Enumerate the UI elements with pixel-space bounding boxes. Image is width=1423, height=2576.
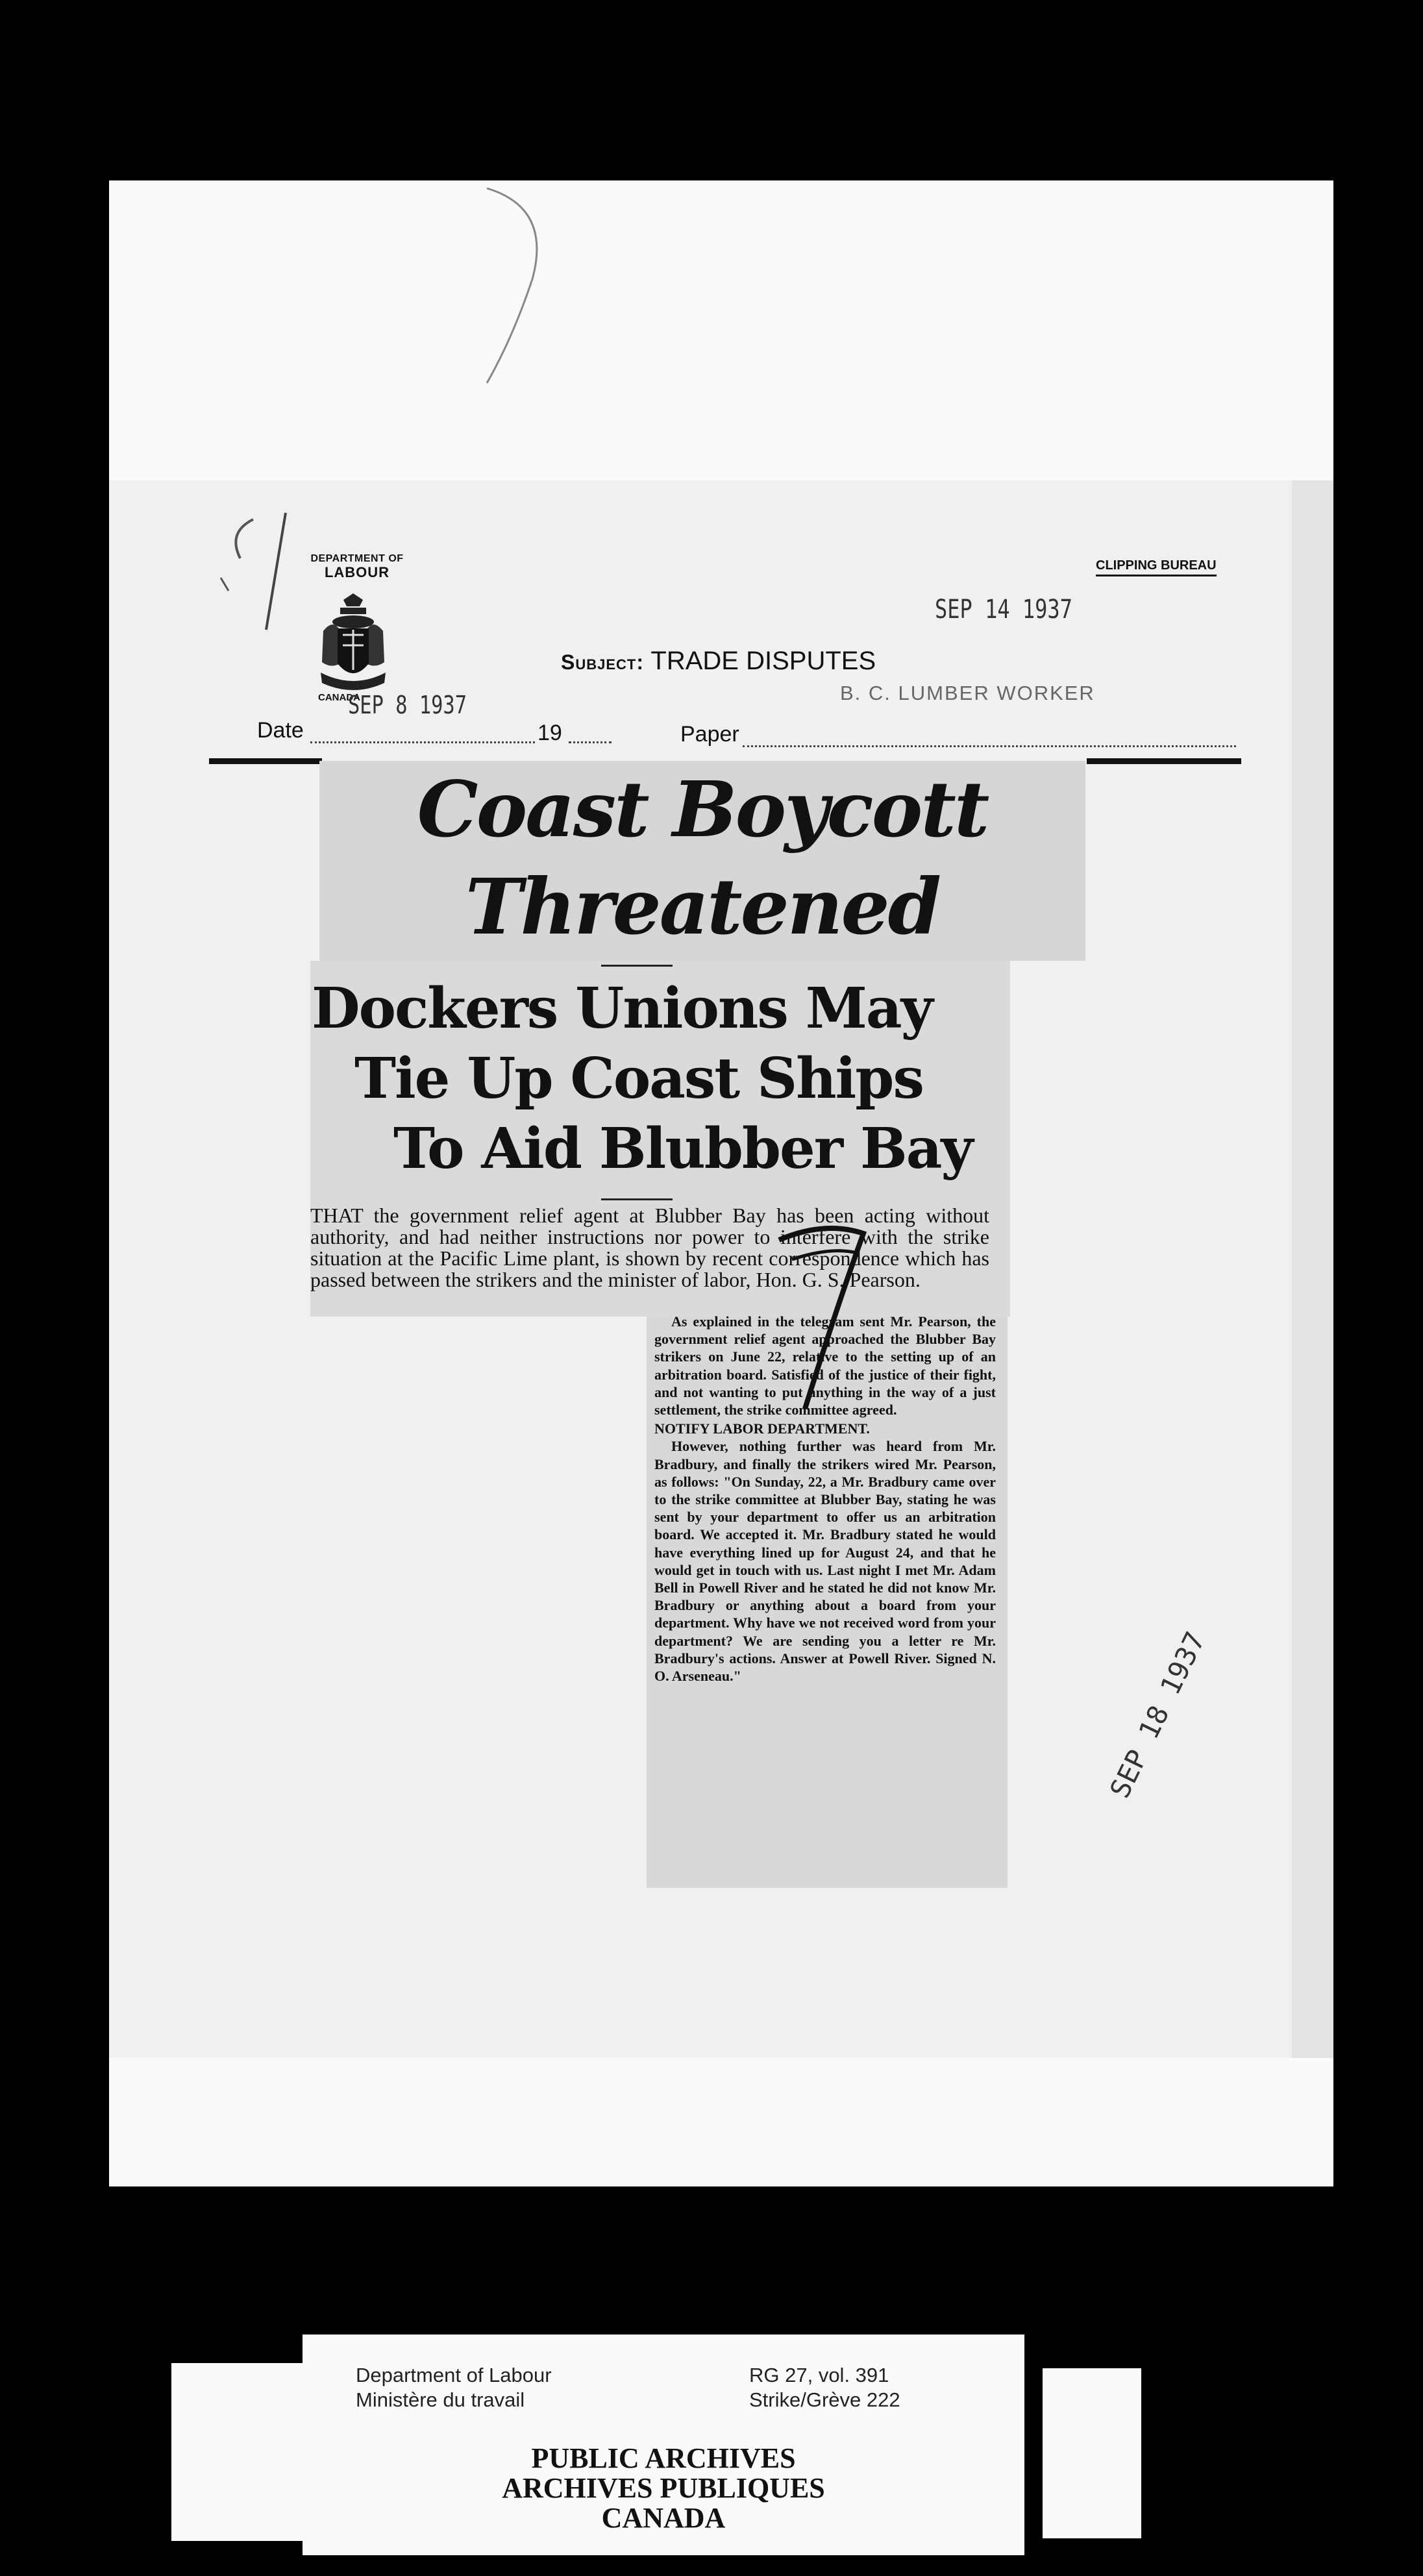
- paper-field-line: [743, 745, 1236, 747]
- label-archives-name: [303, 2444, 1024, 2533]
- subhead-line: Dockers Unions May: [312, 976, 932, 1041]
- subject-label: Subject:: [561, 650, 645, 674]
- date-stamp: SEP 8 1937: [348, 691, 467, 719]
- source-paper-stamp: B. C. LUMBER WORKER: [840, 682, 1095, 704]
- label-department: [356, 2363, 552, 2412]
- clipping-bureau: CLIPPING BUREAU: [1096, 558, 1217, 576]
- department-line2: LABOUR: [324, 564, 390, 580]
- subject-line: [561, 647, 876, 676]
- date-field-line: [310, 741, 535, 743]
- dept-english: Department of Labour: [356, 2364, 552, 2386]
- paper-label: Paper: [680, 722, 739, 747]
- headline-line1: Coast Boycott: [417, 764, 988, 854]
- lead-paragraph: THAT the government relief agent at Blubber Bay has been acting without authority, and had neither instructions nor power to interfere with the strike situation at the Pacific Lime plant, is shown by recent correspondence which has passed between the strikers and the minister of labor, Hon. G. S. Pearson.: [310, 1204, 989, 1291]
- label-tab-right: [1043, 2368, 1141, 2538]
- archives-line2: ARCHIVES PUBLIQUES: [502, 2472, 825, 2504]
- label-tab-left: [171, 2363, 308, 2541]
- headline: [319, 761, 1085, 956]
- archives-line3: CANADA: [601, 2502, 726, 2534]
- filed-date-stamp: SEP 18 1937: [1103, 1626, 1211, 1803]
- rule-top: [601, 965, 673, 967]
- coat-of-arms-icon: [314, 592, 392, 696]
- article-paragraph: However, nothing further was heard from Mr. Bradbury, and finally the strikers wired Mr. Pearson, as follows: "On Sunday, 22, a Mr. Bradbury came over to the strike committee at Blubber Bay, stating he was sent by your department to offer us an arbitration board. We accepted it. Mr. Bradbury stated he would have everything lined up for August 24, and that he would get in touch with us. Last night I met Mr. Adam Bell in Powell River and he stated he did not know Mr. Bradbury or anything about a board from your department. Why have we not received word from your department? We are sending you a letter re Mr. Bradbury's actions. Answer at Powell River. Signed N. O. Arseneau.": [654, 1438, 996, 1685]
- received-date-stamp: SEP 14 1937: [935, 595, 1072, 625]
- crest-label: CANADA: [318, 692, 360, 703]
- dept-french: Ministère du travail: [356, 2388, 525, 2411]
- divider-rule-right: [1087, 758, 1241, 764]
- reference-number: RG 27, vol. 391: [749, 2364, 889, 2386]
- section-heading: NOTIFY LABOR DEPARTMENT.: [654, 1420, 870, 1437]
- year-field-line: [569, 741, 612, 743]
- handwritten-seven: [766, 1220, 876, 1415]
- subject-value: TRADE DISPUTES: [650, 647, 876, 675]
- sheet-shadow: [1292, 480, 1333, 2058]
- department-header: [286, 553, 428, 580]
- strike-number: Strike/Grève 222: [749, 2388, 900, 2411]
- archives-line1: PUBLIC ARCHIVES: [531, 2442, 796, 2474]
- date-label: Date: [257, 718, 304, 743]
- rule-bottom: [601, 1198, 673, 1200]
- year-prefix: 19: [538, 721, 562, 745]
- label-reference: [749, 2363, 900, 2412]
- subheadline: [310, 974, 1010, 1184]
- article-paragraph: As explained in the telegram sent Mr. Pearson, the government relief agent approached the Blubber Bay strikers on June 22, relative to the setting up of an arbitration board. Satisfied of the justice of their fight, and not wanting to put anything in the way of a just settlement, the strike committee agreed.: [654, 1313, 996, 1418]
- divider-rule-left: [209, 758, 322, 764]
- headline-line2: Threatened: [465, 861, 940, 952]
- pencil-curve: [474, 182, 552, 390]
- department-line1: DEPARTMENT OF: [310, 553, 404, 564]
- subhead-line: Tie Up Coast Ships: [354, 1046, 923, 1111]
- subhead-line: To Aid Blubber Bay: [393, 1116, 972, 1182]
